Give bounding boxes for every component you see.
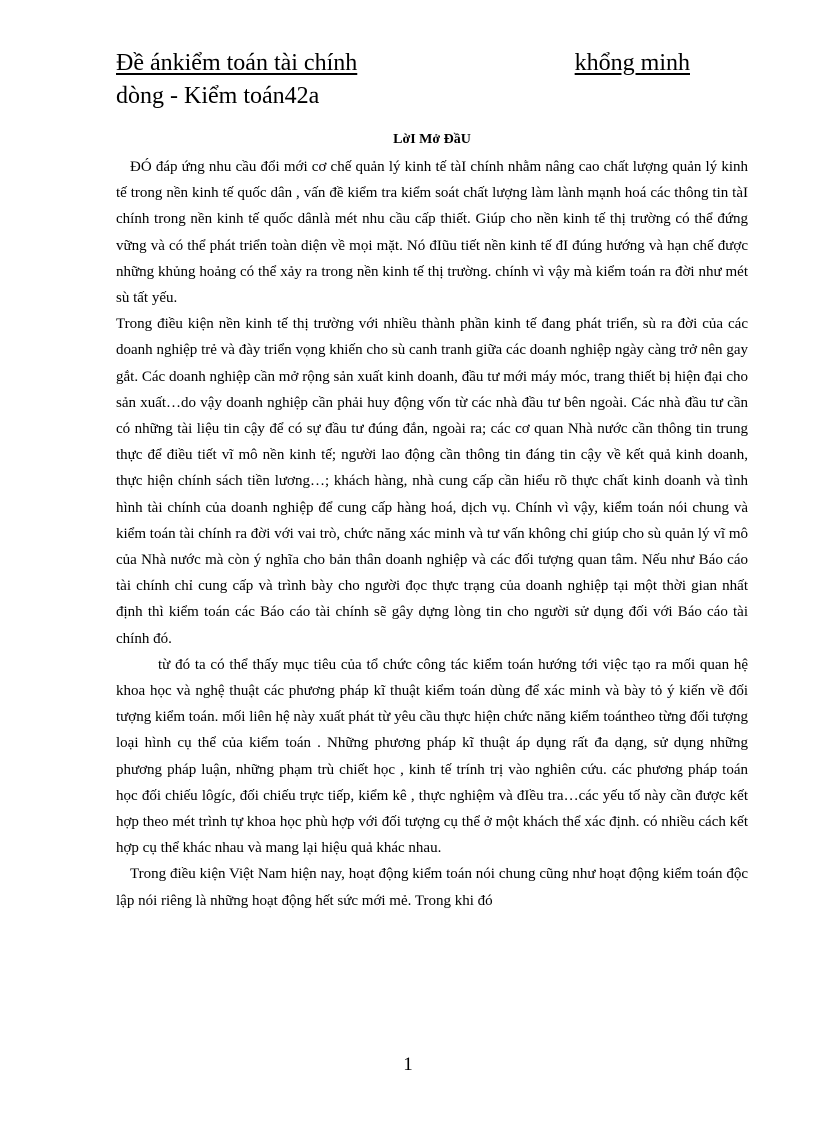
paragraph-3: từ đó ta có thể thấy mục tiêu của tổ chức công tác kiểm toán hướng tới việc tạo ra mối quan hệ khoa học và nghệ thuật các phương pháp kĩ thuật kiểm toán dùng để xác minh và bày tỏ ý kiến về đối tượng kiểm toán. mối liên hệ này xuất phát từ yêu cầu thực hiện chức năng kiểm toántheo từng đối tượng loại hình cụ thể của kiểm toán . Những phương pháp kĩ thuật áp dụng rất đa dạng, sử dụng những phương pháp luận, những phạm trù chiết học , kinh tế trính trị vào nghiên cứu. các phương pháp toán học đối chiếu lôgíc, đối chiếu trực tiếp, kiểm kê , thực nghiệm và đIều tra…các yếu tố này cần được kết hợp theo mét trình tự khoa học phù hợp với đối tượng cụ thể ở một khách thể xác định. có nhiều cách kết hợp cụ thể khác nhau và mang lại hiệu quả khác nhau.: [116, 656, 748, 857]
paragraph-1: ĐÓ đáp ứng nhu cầu đổi mới cơ chế quản lý kinh tế tàI chính nhằm nâng cao chất lượng quản lý kinh tế trong nền kinh tế quốc dân , vấn đề kiểm tra kiểm soát chất lượng làm lành mạnh hoá các thông tin tàI chính trong nền kinh tế quốc dânlà mét nhu cầu cấp thiết. Giúp cho nền kinh tế thị trường có thể đứng vững và có thể phát triển toàn diện về mọi mặt. Nó đIũu tiết nền kinh tế đI đúng hướng và hạn chế được những khủng hoảng có thể xảy ra trong nền kinh tế thị trường. chính vì vậy mà kiểm toán ra đời như mét sù tất yếu.: [116, 159, 748, 307]
header-author: khổng minh: [574, 50, 690, 76]
page-header: [116, 48, 740, 112]
header-document-title: Đề ánkiểm toán tài chính: [116, 50, 358, 76]
header-class-info: dòng - Kiểm toán42a: [116, 83, 320, 109]
header-line-1: [116, 48, 740, 78]
document-body: [116, 128, 748, 914]
paragraph-2: Trong điều kiện nền kinh tế thị trường với nhiều thành phần kinh tế đang phát triển, sù ra đời của các doanh nghiệp trẻ và đày triển vọng khiến cho sù canh tranh giữa các doanh nghiệp ngày càng trở nên gay gắt. Các doanh nghiệp cần mở rộng sản xuất kinh doanh, đầu tư mới máy móc, trang thiết bị hiện đại cho sản xuất…do vậy doanh nghiệp cần phải huy động vốn từ các nhà đầu tư bên ngoài. Các nhà đầu tư cần có những tài liệu tin cậy để có sự đầu tư đúng đắn, ngoài ra; các cơ quan Nhà nước cần thông tin trung thực để điều tiết vĩ mô nền kinh tế; người lao động cần thông tin đáng tin cậy về kết quả kinh doanh, thực hiện chính sách tiền lương…; khách hàng, nhà cung cấp cần hiểu rõ thực chất kinh doanh và tình hình tài chính của doanh nghiệp để cung cấp hàng hoá, dịch vụ. Chính vì vậy, kiểm toán nói chung và kiểm toán tài chính ra đời với vai trò, chức năng xác minh và tư vấn không chỉ giúp cho sù quản lý vĩ mô của Nhà nước mà còn ý nghĩa cho bản thân doanh nghiệp và các đối tượng quan tâm. Nếu như Báo cáo tài chính chỉ cung cấp và trình bày cho người đọc thực trạng của doanh nghiệp tại một thời gian nhất định thì kiểm toán các Báo cáo tài chính sẽ gây dựng lòng tin cho người sử dụng đối với Báo cáo tài chính đó.: [116, 316, 748, 647]
section-title: LờI Mở ĐầU: [393, 132, 471, 147]
paragraph-4: Trong điều kiện Việt Nam hiện nay, hoạt động kiểm toán nói chung cũng như hoạt động kiểm toán độc lập nói riêng là những hoạt động hết sức mới mẻ. Trong khi đó: [116, 866, 748, 909]
page-number: 1: [403, 1054, 413, 1075]
